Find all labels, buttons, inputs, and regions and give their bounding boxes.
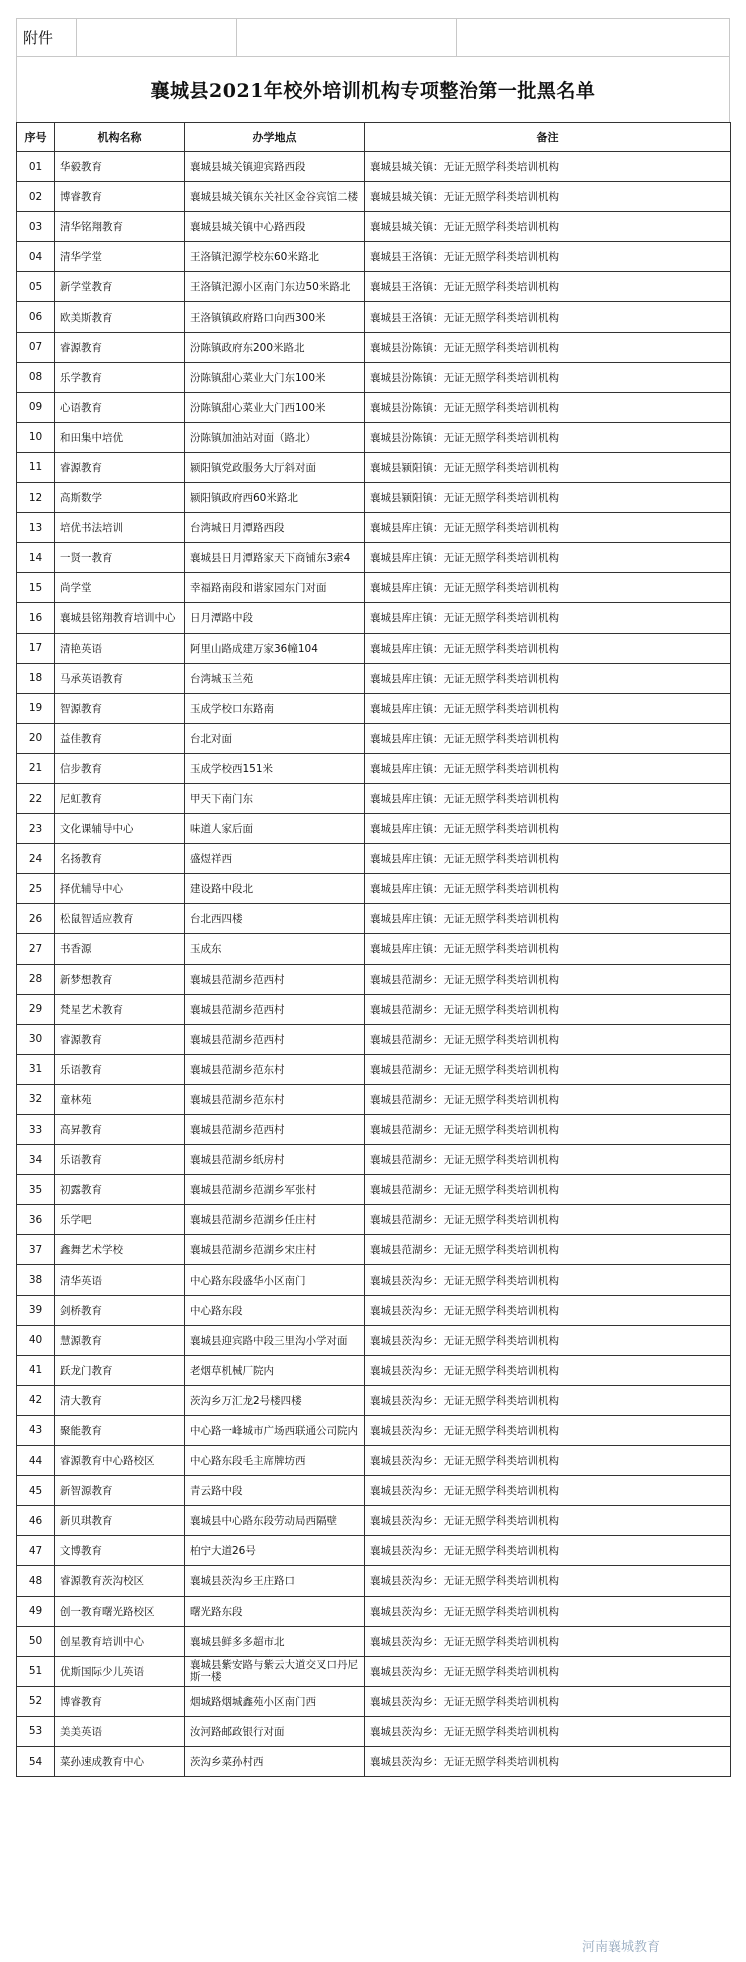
remark-cell: 襄城县王洛镇：无证无照学科类培训机构	[365, 272, 731, 302]
remark-cell: 襄城县库庄镇：无证无照学科类培训机构	[365, 693, 731, 723]
serial-cell: 18	[17, 663, 55, 693]
remark-cell: 襄城县茨沟乡：无证无照学科类培训机构	[365, 1746, 731, 1776]
remark-cell: 襄城县库庄镇：无证无照学科类培训机构	[365, 633, 731, 663]
address-cell: 中心路东段	[185, 1295, 365, 1325]
column-header-serial: 序号	[17, 123, 55, 152]
serial-cell: 48	[17, 1566, 55, 1596]
remark-cell: 襄城县库庄镇：无证无照学科类培训机构	[365, 814, 731, 844]
table-row	[17, 1716, 731, 1746]
remark-cell: 襄城县范湖乡：无证无照学科类培训机构	[365, 1084, 731, 1114]
remark-cell: 襄城县颍阳镇：无证无照学科类培训机构	[365, 483, 731, 513]
institution-name-cell: 清华英语	[55, 1265, 185, 1295]
serial-cell: 27	[17, 934, 55, 964]
remark-cell: 襄城县茨沟乡：无证无照学科类培训机构	[365, 1355, 731, 1385]
serial-cell: 20	[17, 723, 55, 753]
table-row	[17, 964, 731, 994]
table-row	[17, 693, 731, 723]
serial-cell: 50	[17, 1626, 55, 1656]
address-cell: 玉成学校口东路南	[185, 693, 365, 723]
institution-name-cell: 清艳英语	[55, 633, 185, 663]
serial-cell: 41	[17, 1355, 55, 1385]
table-row	[17, 302, 731, 332]
serial-cell: 24	[17, 844, 55, 874]
table-header-row	[17, 123, 731, 152]
institution-name-cell: 博睿教育	[55, 182, 185, 212]
institution-name-cell: 乐学教育	[55, 362, 185, 392]
table-body	[17, 152, 731, 1777]
remark-cell: 襄城县王洛镇：无证无照学科类培训机构	[365, 242, 731, 272]
remark-cell: 襄城县库庄镇：无证无照学科类培训机构	[365, 573, 731, 603]
remark-cell: 襄城县茨沟乡：无证无照学科类培训机构	[365, 1415, 731, 1445]
remark-cell: 襄城县范湖乡：无证无照学科类培训机构	[365, 994, 731, 1024]
remark-cell: 襄城县范湖乡：无证无照学科类培训机构	[365, 1235, 731, 1265]
table-row	[17, 874, 731, 904]
remark-cell: 襄城县城关镇：无证无照学科类培训机构	[365, 212, 731, 242]
serial-cell: 07	[17, 332, 55, 362]
address-cell: 盛煜祥西	[185, 844, 365, 874]
serial-cell: 51	[17, 1656, 55, 1686]
serial-cell: 36	[17, 1205, 55, 1235]
address-cell: 襄城县城关镇迎宾路西段	[185, 152, 365, 182]
serial-cell: 26	[17, 904, 55, 934]
remark-cell: 襄城县茨沟乡：无证无照学科类培训机构	[365, 1325, 731, 1355]
serial-cell: 22	[17, 783, 55, 813]
remark-cell: 襄城县库庄镇：无证无照学科类培训机构	[365, 904, 731, 934]
table-row	[17, 573, 731, 603]
remark-cell: 襄城县茨沟乡：无证无照学科类培训机构	[365, 1686, 731, 1716]
table-row	[17, 1054, 731, 1084]
institution-name-cell: 文化课辅导中心	[55, 814, 185, 844]
table-row	[17, 242, 731, 272]
address-cell: 襄城县鲜多多超市北	[185, 1626, 365, 1656]
institution-name-cell: 菜孙速成教育中心	[55, 1746, 185, 1776]
institution-name-cell: 乐语教育	[55, 1054, 185, 1084]
serial-cell: 11	[17, 452, 55, 482]
institution-name-cell: 文博教育	[55, 1536, 185, 1566]
column-header-address: 办学地点	[185, 123, 365, 152]
table-row	[17, 362, 731, 392]
address-cell: 颍阳镇政府西60米路北	[185, 483, 365, 513]
institution-name-cell: 睿源教育	[55, 332, 185, 362]
remark-cell: 襄城县汾陈镇：无证无照学科类培训机构	[365, 332, 731, 362]
institution-name-cell: 剑桥教育	[55, 1295, 185, 1325]
address-cell: 襄城县范湖乡范西村	[185, 1024, 365, 1054]
table-row	[17, 543, 731, 573]
institution-name-cell: 和田集中培优	[55, 422, 185, 452]
serial-cell: 08	[17, 362, 55, 392]
table-row	[17, 513, 731, 543]
table-row	[17, 783, 731, 813]
annex-row	[16, 18, 730, 56]
serial-cell: 15	[17, 573, 55, 603]
table-row	[17, 1536, 731, 1566]
address-cell: 汾陈镇甜心菜业大门东100米	[185, 362, 365, 392]
serial-cell: 05	[17, 272, 55, 302]
remark-cell: 襄城县库庄镇：无证无照学科类培训机构	[365, 663, 731, 693]
institution-name-cell: 博睿教育	[55, 1686, 185, 1716]
serial-cell: 43	[17, 1415, 55, 1445]
annex-empty-cell	[77, 19, 237, 56]
address-cell: 颍阳镇党政服务大厅斜对面	[185, 452, 365, 482]
table-row	[17, 1175, 731, 1205]
address-cell: 襄城县城关镇东关社区金谷宾馆二楼	[185, 182, 365, 212]
address-cell: 襄城县范湖乡范西村	[185, 1115, 365, 1145]
address-cell: 台湾城玉兰苑	[185, 663, 365, 693]
institution-name-cell: 新梦想教育	[55, 964, 185, 994]
remark-cell: 襄城县库庄镇：无证无照学科类培训机构	[365, 844, 731, 874]
address-cell: 襄城县范湖乡范东村	[185, 1084, 365, 1114]
serial-cell: 16	[17, 603, 55, 633]
address-cell: 汾陈镇政府东200米路北	[185, 332, 365, 362]
address-cell: 老烟草机械厂院内	[185, 1355, 365, 1385]
address-cell: 汾陈镇加油站对面（路北）	[185, 422, 365, 452]
institution-name-cell: 马承英语教育	[55, 663, 185, 693]
annex-empty-cell	[237, 19, 457, 56]
table-row	[17, 1446, 731, 1476]
serial-cell: 09	[17, 392, 55, 422]
institution-name-cell: 睿源教育	[55, 1024, 185, 1054]
table-row	[17, 633, 731, 663]
institution-name-cell: 一贤一教育	[55, 543, 185, 573]
institution-name-cell: 高斯数学	[55, 483, 185, 513]
serial-cell: 42	[17, 1385, 55, 1415]
institution-name-cell: 欧美斯教育	[55, 302, 185, 332]
institution-name-cell: 松鼠智适应教育	[55, 904, 185, 934]
institution-name-cell: 清华学堂	[55, 242, 185, 272]
institution-name-cell: 信步教育	[55, 753, 185, 783]
institution-name-cell: 乐学吧	[55, 1205, 185, 1235]
remark-cell: 襄城县茨沟乡：无证无照学科类培训机构	[365, 1476, 731, 1506]
remark-cell: 襄城县茨沟乡：无证无照学科类培训机构	[365, 1295, 731, 1325]
address-cell: 襄城县范湖乡范西村	[185, 994, 365, 1024]
table-row	[17, 844, 731, 874]
address-cell: 柏宁大道26号	[185, 1536, 365, 1566]
serial-cell: 06	[17, 302, 55, 332]
institution-name-cell: 童林苑	[55, 1084, 185, 1114]
table-row	[17, 1295, 731, 1325]
serial-cell: 02	[17, 182, 55, 212]
institution-name-cell: 名扬教育	[55, 844, 185, 874]
table-row	[17, 1355, 731, 1385]
address-cell: 玉成东	[185, 934, 365, 964]
address-cell: 台北西四楼	[185, 904, 365, 934]
annex-label: 附件	[17, 19, 77, 56]
serial-cell: 10	[17, 422, 55, 452]
address-cell: 汝河路邮政银行对面	[185, 1716, 365, 1746]
institution-name-cell: 襄城县铭翔教育培训中心	[55, 603, 185, 633]
serial-cell: 45	[17, 1476, 55, 1506]
institution-name-cell: 择优辅导中心	[55, 874, 185, 904]
remark-cell: 襄城县范湖乡：无证无照学科类培训机构	[365, 1175, 731, 1205]
remark-cell: 襄城县范湖乡：无证无照学科类培训机构	[365, 1024, 731, 1054]
annex-empty-cell	[457, 19, 729, 56]
table-row	[17, 814, 731, 844]
remark-cell: 襄城县茨沟乡：无证无照学科类培训机构	[365, 1506, 731, 1536]
watermark-text: 河南襄城教育	[582, 1940, 661, 1955]
table-row	[17, 1566, 731, 1596]
address-cell: 襄城县紫安路与紫云大道交叉口丹尼斯一楼	[185, 1656, 365, 1686]
address-cell: 烟城路烟城鑫苑小区南门西	[185, 1686, 365, 1716]
remark-cell: 襄城县茨沟乡：无证无照学科类培训机构	[365, 1446, 731, 1476]
serial-cell: 37	[17, 1235, 55, 1265]
serial-cell: 44	[17, 1446, 55, 1476]
address-cell: 汾陈镇甜心菜业大门西100米	[185, 392, 365, 422]
remark-cell: 襄城县茨沟乡：无证无照学科类培训机构	[365, 1656, 731, 1686]
address-cell: 中心路东段盛华小区南门	[185, 1265, 365, 1295]
address-cell: 王洛镇镇政府路口向西300米	[185, 302, 365, 332]
table-row	[17, 994, 731, 1024]
serial-cell: 46	[17, 1506, 55, 1536]
blacklist-table	[16, 122, 731, 1777]
remark-cell: 襄城县范湖乡：无证无照学科类培训机构	[365, 1205, 731, 1235]
address-cell: 襄城县范湖乡范湖乡军张村	[185, 1175, 365, 1205]
address-cell: 茨沟乡菜孙村西	[185, 1746, 365, 1776]
table-row	[17, 212, 731, 242]
table-row	[17, 1746, 731, 1776]
remark-cell: 襄城县茨沟乡：无证无照学科类培训机构	[365, 1385, 731, 1415]
table-row	[17, 1626, 731, 1656]
address-cell: 青云路中段	[185, 1476, 365, 1506]
address-cell: 曙光路东段	[185, 1596, 365, 1626]
table-row	[17, 1385, 731, 1415]
address-cell: 台北对面	[185, 723, 365, 753]
institution-name-cell: 乐语教育	[55, 1145, 185, 1175]
institution-name-cell: 心语教育	[55, 392, 185, 422]
institution-name-cell: 鑫舞艺术学校	[55, 1235, 185, 1265]
table-row	[17, 753, 731, 783]
address-cell: 建设路中段北	[185, 874, 365, 904]
serial-cell: 28	[17, 964, 55, 994]
table-row	[17, 182, 731, 212]
serial-cell: 21	[17, 753, 55, 783]
institution-name-cell: 尚学堂	[55, 573, 185, 603]
institution-name-cell: 创星教育培训中心	[55, 1626, 185, 1656]
institution-name-cell: 高昇教育	[55, 1115, 185, 1145]
table-row	[17, 1325, 731, 1355]
address-cell: 襄城县日月潭路家天下商铺东3索4	[185, 543, 365, 573]
institution-name-cell: 培优书法培训	[55, 513, 185, 543]
serial-cell: 35	[17, 1175, 55, 1205]
institution-name-cell: 清大教育	[55, 1385, 185, 1415]
serial-cell: 31	[17, 1054, 55, 1084]
table-row	[17, 603, 731, 633]
serial-cell: 14	[17, 543, 55, 573]
document-sheet	[16, 18, 730, 1777]
table-row	[17, 1506, 731, 1536]
table-row	[17, 1686, 731, 1716]
serial-cell: 54	[17, 1746, 55, 1776]
column-header-name: 机构名称	[55, 123, 185, 152]
table-row	[17, 1415, 731, 1445]
table-row	[17, 1115, 731, 1145]
address-cell: 中心路东段毛主席牌坊西	[185, 1446, 365, 1476]
institution-name-cell: 慧源教育	[55, 1325, 185, 1355]
table-row	[17, 272, 731, 302]
table-row	[17, 1235, 731, 1265]
serial-cell: 40	[17, 1325, 55, 1355]
address-cell: 甲天下南门东	[185, 783, 365, 813]
remark-cell: 襄城县范湖乡：无证无照学科类培训机构	[365, 1054, 731, 1084]
institution-name-cell: 睿源教育茨沟校区	[55, 1566, 185, 1596]
remark-cell: 襄城县范湖乡：无证无照学科类培训机构	[365, 964, 731, 994]
table-row	[17, 1084, 731, 1114]
remark-cell: 襄城县库庄镇：无证无照学科类培训机构	[365, 603, 731, 633]
remark-cell: 襄城县茨沟乡：无证无照学科类培训机构	[365, 1265, 731, 1295]
institution-name-cell: 睿源教育中心路校区	[55, 1446, 185, 1476]
address-cell: 襄城县范湖乡范东村	[185, 1054, 365, 1084]
remark-cell: 襄城县汾陈镇：无证无照学科类培训机构	[365, 362, 731, 392]
serial-cell: 34	[17, 1145, 55, 1175]
serial-cell: 04	[17, 242, 55, 272]
remark-cell: 襄城县茨沟乡：无证无照学科类培训机构	[365, 1716, 731, 1746]
remark-cell: 襄城县库庄镇：无证无照学科类培训机构	[365, 874, 731, 904]
table-row	[17, 1265, 731, 1295]
address-cell: 阿里山路成建万家36幢104	[185, 633, 365, 663]
table-row	[17, 483, 731, 513]
serial-cell: 53	[17, 1716, 55, 1746]
table-row	[17, 1205, 731, 1235]
table-row	[17, 723, 731, 753]
address-cell: 襄城县迎宾路中段三里沟小学对面	[185, 1325, 365, 1355]
address-cell: 襄城县范湖乡范湖乡任庄村	[185, 1205, 365, 1235]
remark-cell: 襄城县库庄镇：无证无照学科类培训机构	[365, 934, 731, 964]
institution-name-cell: 智源教育	[55, 693, 185, 723]
address-cell: 玉成学校西151米	[185, 753, 365, 783]
remark-cell: 襄城县范湖乡：无证无照学科类培训机构	[365, 1115, 731, 1145]
remark-cell: 襄城县库庄镇：无证无照学科类培训机构	[365, 723, 731, 753]
serial-cell: 12	[17, 483, 55, 513]
table-row	[17, 452, 731, 482]
remark-cell: 襄城县城关镇：无证无照学科类培训机构	[365, 182, 731, 212]
table-row	[17, 422, 731, 452]
serial-cell: 33	[17, 1115, 55, 1145]
serial-cell: 13	[17, 513, 55, 543]
remark-cell: 襄城县茨沟乡：无证无照学科类培训机构	[365, 1536, 731, 1566]
serial-cell: 38	[17, 1265, 55, 1295]
institution-name-cell: 聚能教育	[55, 1415, 185, 1445]
institution-name-cell: 益佳教育	[55, 723, 185, 753]
institution-name-cell: 美美英语	[55, 1716, 185, 1746]
remark-cell: 襄城县茨沟乡：无证无照学科类培训机构	[365, 1566, 731, 1596]
remark-cell: 襄城县汾陈镇：无证无照学科类培训机构	[365, 392, 731, 422]
address-cell: 茨沟乡万汇龙2号楼四楼	[185, 1385, 365, 1415]
address-cell: 王洛镇汜源学校东60米路北	[185, 242, 365, 272]
table-row	[17, 934, 731, 964]
institution-name-cell: 华毅教育	[55, 152, 185, 182]
serial-cell: 01	[17, 152, 55, 182]
table-row	[17, 332, 731, 362]
institution-name-cell: 尼虹教育	[55, 783, 185, 813]
address-cell: 襄城县范湖乡纸房村	[185, 1145, 365, 1175]
address-cell: 襄城县茨沟乡王庄路口	[185, 1566, 365, 1596]
address-cell: 王洛镇汜源小区南门东边50米路北	[185, 272, 365, 302]
remark-cell: 襄城县库庄镇：无证无照学科类培训机构	[365, 783, 731, 813]
serial-cell: 39	[17, 1295, 55, 1325]
remark-cell: 襄城县汾陈镇：无证无照学科类培训机构	[365, 422, 731, 452]
address-cell: 日月潭路中段	[185, 603, 365, 633]
table-row	[17, 152, 731, 182]
remark-cell: 襄城县王洛镇：无证无照学科类培训机构	[365, 302, 731, 332]
address-cell: 台湾城日月潭路西段	[185, 513, 365, 543]
document-title: 襄城县2021年校外培训机构专项整治第一批黑名单	[16, 56, 730, 122]
remark-cell: 襄城县颍阳镇：无证无照学科类培训机构	[365, 452, 731, 482]
serial-cell: 03	[17, 212, 55, 242]
institution-name-cell: 睿源教育	[55, 452, 185, 482]
institution-name-cell: 新智源教育	[55, 1476, 185, 1506]
table-row	[17, 1476, 731, 1506]
address-cell: 味道人家后面	[185, 814, 365, 844]
table-row	[17, 1024, 731, 1054]
address-cell: 中心路一峰城市广场西联通公司院内	[185, 1415, 365, 1445]
institution-name-cell: 初露教育	[55, 1175, 185, 1205]
table-row	[17, 1596, 731, 1626]
serial-cell: 32	[17, 1084, 55, 1114]
remark-cell: 襄城县茨沟乡：无证无照学科类培训机构	[365, 1626, 731, 1656]
address-cell: 幸福路南段和谐家园东门对面	[185, 573, 365, 603]
institution-name-cell: 跃龙门教育	[55, 1355, 185, 1385]
serial-cell: 30	[17, 1024, 55, 1054]
institution-name-cell: 新学堂教育	[55, 272, 185, 302]
serial-cell: 49	[17, 1596, 55, 1626]
serial-cell: 47	[17, 1536, 55, 1566]
remark-cell: 襄城县范湖乡：无证无照学科类培训机构	[365, 1145, 731, 1175]
serial-cell: 52	[17, 1686, 55, 1716]
institution-name-cell: 优斯国际少儿英语	[55, 1656, 185, 1686]
serial-cell: 29	[17, 994, 55, 1024]
column-header-remark: 备注	[365, 123, 731, 152]
address-cell: 襄城县范湖乡范西村	[185, 964, 365, 994]
remark-cell: 襄城县库庄镇：无证无照学科类培训机构	[365, 753, 731, 783]
table-row	[17, 1656, 731, 1686]
serial-cell: 17	[17, 633, 55, 663]
table-row	[17, 392, 731, 422]
remark-cell: 襄城县库庄镇：无证无照学科类培训机构	[365, 543, 731, 573]
remark-cell: 襄城县城关镇：无证无照学科类培训机构	[365, 152, 731, 182]
table-row	[17, 904, 731, 934]
table-row	[17, 663, 731, 693]
institution-name-cell: 书香源	[55, 934, 185, 964]
address-cell: 襄城县范湖乡范湖乡宋庄村	[185, 1235, 365, 1265]
address-cell: 襄城县中心路东段劳动局西隔壁	[185, 1506, 365, 1536]
table-row	[17, 1145, 731, 1175]
serial-cell: 25	[17, 874, 55, 904]
remark-cell: 襄城县库庄镇：无证无照学科类培训机构	[365, 513, 731, 543]
serial-cell: 19	[17, 693, 55, 723]
institution-name-cell: 清华铭翔教育	[55, 212, 185, 242]
address-cell: 襄城县城关镇中心路西段	[185, 212, 365, 242]
remark-cell: 襄城县茨沟乡：无证无照学科类培训机构	[365, 1596, 731, 1626]
institution-name-cell: 新贝琪教育	[55, 1506, 185, 1536]
serial-cell: 23	[17, 814, 55, 844]
institution-name-cell: 创一教育曙光路校区	[55, 1596, 185, 1626]
institution-name-cell: 梵星艺术教育	[55, 994, 185, 1024]
